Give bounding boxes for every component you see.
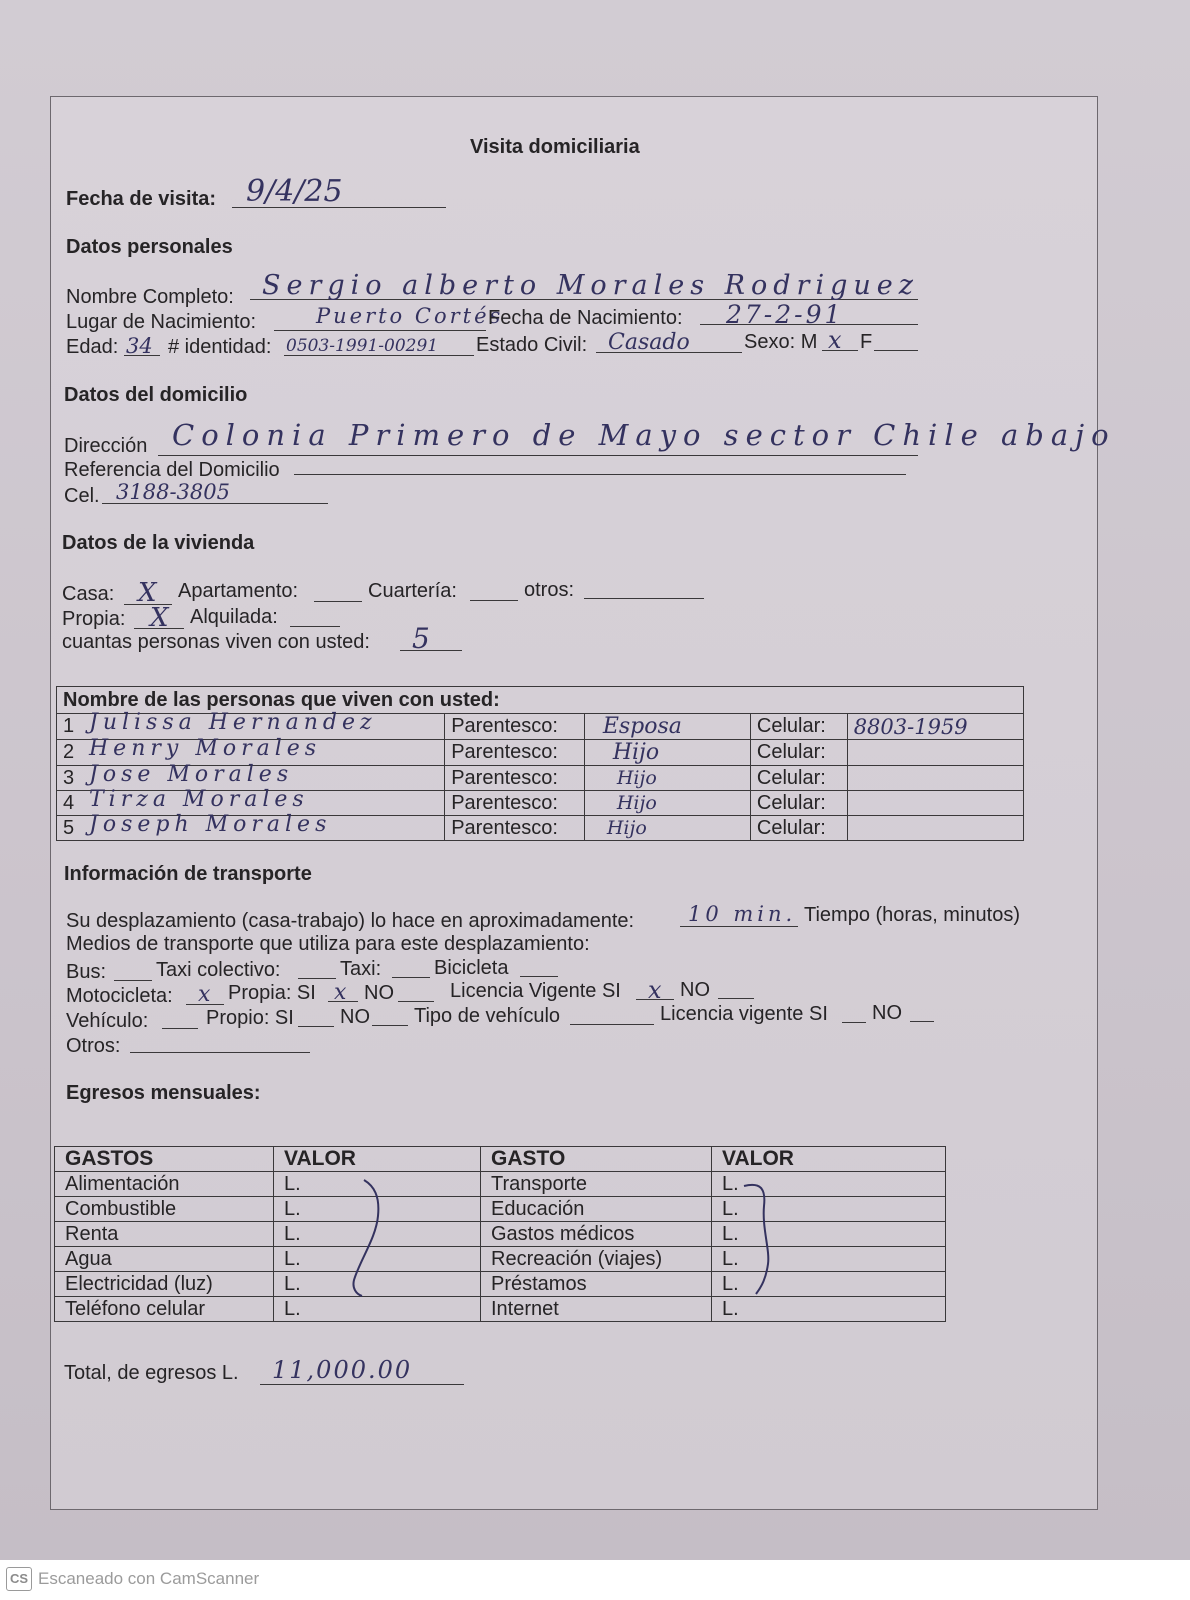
family-phone — [847, 740, 1023, 766]
family-name-cell — [57, 812, 445, 841]
family-row-number: 3 — [63, 766, 75, 789]
expense-item: Teléfono celular — [55, 1297, 274, 1322]
domicile-heading: Datos del domicilio — [64, 384, 248, 406]
expense-currency: L. — [712, 1247, 946, 1272]
family-row-number: 1 — [63, 715, 75, 737]
family-row-number: 5 — [63, 816, 75, 839]
licencia-label: Licencia Vigente SI — [450, 980, 621, 1002]
propia-no-label: NO — [364, 982, 394, 1004]
alquilada-label: Alquilada: — [190, 606, 278, 628]
camscanner-logo-icon: CS — [6, 1567, 32, 1591]
people-value: 5 — [412, 622, 430, 655]
licencia-no-label: NO — [680, 979, 710, 1001]
total-line — [260, 1384, 464, 1385]
casa-label: Casa: — [62, 583, 115, 605]
family-row-number: 2 — [63, 741, 75, 763]
alquilada-line — [290, 626, 340, 627]
birthplace-label: Lugar de Nacimiento: — [66, 311, 257, 333]
bicicleta-line — [520, 976, 558, 977]
taxi-line — [392, 977, 430, 978]
table-row — [57, 816, 1024, 841]
parentesco-label: Parentesco: — [445, 816, 585, 841]
family-member-name: Joseph Morales — [89, 812, 332, 837]
family-relation: Hijo — [584, 740, 750, 766]
otros-transport-label: Otros: — [66, 1035, 121, 1057]
bus-label: Bus: — [66, 961, 107, 983]
licencia2-no-line — [910, 1021, 934, 1022]
valor-column-header-2: VALOR — [712, 1147, 946, 1172]
civil-label: Estado Civil: — [476, 334, 588, 356]
expense-item: Combustible — [55, 1197, 274, 1222]
propia-si-mark: x — [334, 980, 347, 1005]
table-row — [55, 1222, 946, 1247]
parentesco-label: Parentesco: — [445, 766, 585, 791]
taxi-colectivo-label: Taxi colectivo: — [156, 959, 281, 981]
licencia2-si-line — [842, 1022, 866, 1023]
sex-f-label: F — [860, 331, 873, 353]
bicicleta-label: Bicicleta — [434, 957, 509, 979]
scanner-footer — [0, 1560, 1190, 1600]
moto-label: Motocicleta: — [66, 985, 173, 1007]
commute-line — [680, 926, 798, 927]
table-row — [55, 1297, 946, 1322]
family-member-name: Julissa Hernandez — [89, 710, 377, 735]
propio-no-line — [372, 1025, 408, 1026]
form-title: Visita domiciliaria — [470, 136, 640, 158]
family-member-name: Henry Morales — [89, 736, 322, 761]
celular-label: Celular: — [750, 714, 847, 740]
commute-value: 10 min. — [688, 902, 797, 926]
people-line — [400, 650, 462, 651]
celular-label: Celular: — [750, 740, 847, 766]
licencia-no-line — [718, 998, 754, 999]
expense-currency: L. — [274, 1222, 481, 1247]
expense-item: Electricidad (luz) — [55, 1272, 274, 1297]
gasto-column-header: GASTO — [481, 1147, 712, 1172]
propia-no-line — [398, 1001, 434, 1002]
expense-currency: L. — [712, 1197, 946, 1222]
expense-item: Renta — [55, 1222, 274, 1247]
expense-item: Agua — [55, 1247, 274, 1272]
commute-unit: Tiempo (horas, minutos) — [804, 904, 1020, 926]
expense-item: Internet — [481, 1297, 712, 1322]
family-table-header: Nombre de las personas que viven con usted: — [57, 687, 1024, 714]
personal-heading: Datos personales — [66, 236, 233, 258]
expense-currency: L. — [712, 1297, 946, 1322]
expenses-table — [54, 1146, 946, 1322]
otros-housing-line — [584, 598, 704, 599]
otros-transport-line — [130, 1052, 310, 1053]
expense-currency: L. — [274, 1272, 481, 1297]
expense-item: Transporte — [481, 1172, 712, 1197]
propia-mark: X — [150, 603, 169, 633]
expenses-heading: Egresos mensuales: — [66, 1082, 261, 1104]
expense-currency: L. — [274, 1172, 481, 1197]
valor-column-header: VALOR — [274, 1147, 481, 1172]
people-label: cuantas personas viven con usted: — [62, 631, 370, 653]
family-member-name: Tirza Morales — [89, 787, 309, 812]
id-value: 0503-1991-00291 — [286, 336, 439, 356]
expense-currency: L. — [712, 1172, 946, 1197]
family-row-number: 4 — [63, 791, 75, 814]
expense-item: Recreación (viajes) — [481, 1247, 712, 1272]
family-relation: Hijo — [584, 816, 750, 841]
tipo-line — [570, 1024, 654, 1025]
birthplace-value: Puerto Cortés — [316, 304, 504, 328]
apartamento-label: Apartamento: — [178, 580, 299, 602]
bus-line — [114, 980, 152, 981]
left-brace-mark — [340, 1176, 400, 1300]
right-brace-mark — [740, 1178, 790, 1298]
table-row — [55, 1172, 946, 1197]
total-value: 11,000.00 — [272, 1356, 413, 1384]
housing-heading: Datos de la vivienda — [62, 532, 255, 554]
camscanner-watermark: Escaneado con CamScanner — [38, 1569, 260, 1588]
birthdate-label: Fecha de Nacimiento: — [488, 307, 683, 329]
otros-housing-label: otros: — [524, 579, 575, 601]
total-label: Total, de egresos L. — [64, 1362, 239, 1384]
table-row — [55, 1247, 946, 1272]
licencia-mark: x — [648, 976, 662, 1004]
vehiculo-label: Vehículo: — [66, 1010, 149, 1032]
address-line — [158, 455, 918, 456]
visit-date-label: Fecha de visita: — [66, 188, 217, 210]
expense-item: Préstamos — [481, 1272, 712, 1297]
sex-f-line — [874, 350, 918, 351]
expense-currency: L. — [712, 1222, 946, 1247]
cel-label: Cel. — [64, 485, 100, 507]
expense-currency: L. — [712, 1272, 946, 1297]
family-relation: Hijo — [584, 766, 750, 791]
table-row — [55, 1197, 946, 1222]
name-value: Sergio alberto Morales Rodriguez — [262, 270, 919, 301]
cuarteria-label: Cuartería: — [368, 580, 457, 602]
expense-item: Gastos médicos — [481, 1222, 712, 1247]
age-label: Edad: — [66, 336, 119, 358]
family-phone — [847, 816, 1023, 841]
propio-si-line — [298, 1026, 334, 1027]
family-relation: Hijo — [584, 791, 750, 816]
gastos-column-header: GASTOS — [55, 1147, 274, 1172]
propia-label: Propia: — [62, 608, 126, 630]
moto-mark: x — [198, 982, 211, 1007]
visit-date-value: 9/4/25 — [246, 174, 343, 209]
licencia2-no-label: NO — [872, 1002, 902, 1024]
family-phone: 8803-1959 — [847, 714, 1023, 740]
vehiculo-line — [162, 1028, 198, 1029]
table-row — [55, 1272, 946, 1297]
expense-currency: L. — [274, 1247, 481, 1272]
family-member-name: Jose Morales — [89, 762, 294, 787]
celular-label: Celular: — [750, 766, 847, 791]
family-phone — [847, 791, 1023, 816]
sex-mark: x — [828, 326, 842, 354]
name-label: Nombre Completo: — [66, 286, 234, 308]
parentesco-label: Parentesco: — [445, 791, 585, 816]
expense-item: Alimentación — [55, 1172, 274, 1197]
reference-line — [294, 474, 906, 475]
celular-label: Celular: — [750, 816, 847, 841]
apartamento-line — [314, 601, 362, 602]
sex-label: Sexo: M — [744, 331, 818, 353]
tipo-label: Tipo de vehículo — [414, 1005, 561, 1027]
expense-item: Educación — [481, 1197, 712, 1222]
expense-currency: L. — [274, 1197, 481, 1222]
propia-si-label: Propia: SI — [228, 982, 316, 1004]
celular-label: Celular: — [750, 791, 847, 816]
means-label: Medios de transporte que utiliza para este desplazamiento: — [66, 933, 590, 955]
parentesco-label: Parentesco: — [445, 714, 585, 740]
address-label: Dirección — [64, 435, 148, 457]
cel-value: 3188-3805 — [116, 480, 230, 504]
transport-heading: Información de transporte — [64, 863, 312, 885]
expense-currency: L. — [274, 1297, 481, 1322]
parentesco-label: Parentesco: — [445, 740, 585, 766]
family-phone — [847, 766, 1023, 791]
commute-label: Su desplazamiento (casa-trabajo) lo hace en aproximadamente: — [66, 910, 635, 932]
propio-si-label: Propio: SI — [206, 1007, 294, 1029]
family-relation: Esposa — [584, 714, 750, 740]
reference-label: Referencia del Domicilio — [64, 459, 280, 481]
licencia2-label: Licencia vigente SI — [660, 1003, 828, 1025]
taxi-colectivo-line — [298, 978, 336, 979]
birthdate-value: 27-2-91 — [726, 300, 844, 329]
expenses-header-row — [55, 1147, 946, 1172]
id-label: # identidad: — [168, 336, 272, 358]
civil-value: Casado — [608, 330, 690, 355]
address-value: Colonia Primero de Mayo sector Chile abajo — [172, 418, 1116, 452]
family-table — [56, 686, 1024, 841]
propio-no-label: NO — [340, 1006, 370, 1028]
taxi-label: Taxi: — [340, 958, 382, 980]
cuarteria-line — [470, 600, 518, 601]
birthplace-line — [274, 330, 486, 331]
casa-mark: X — [138, 578, 157, 608]
age-value: 34 — [126, 334, 153, 358]
